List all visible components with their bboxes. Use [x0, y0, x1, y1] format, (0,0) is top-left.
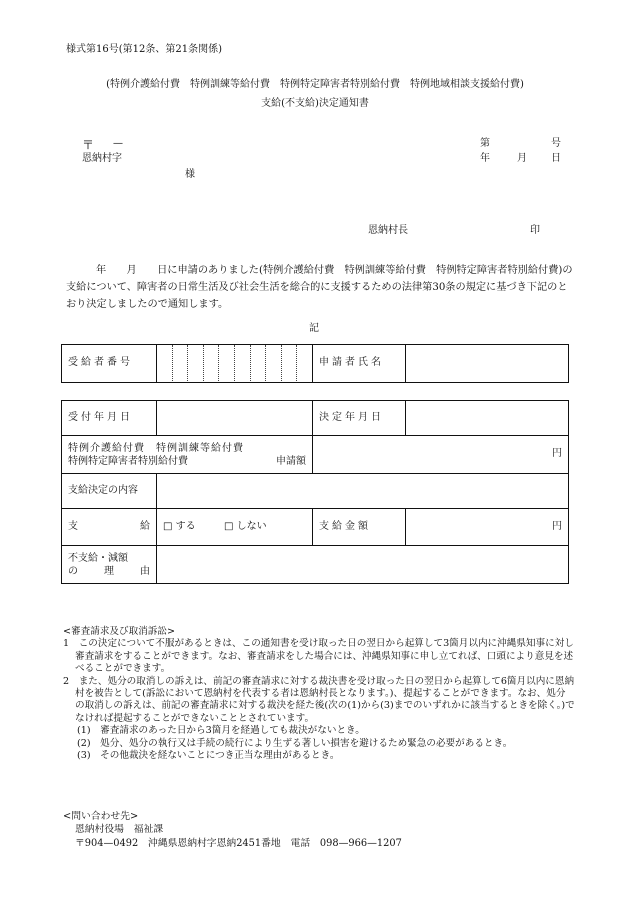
- payment-amount-field[interactable]: [406, 509, 569, 546]
- option-no-checkbox[interactable]: □ しない: [224, 520, 267, 532]
- seal-mark: 印: [530, 225, 540, 236]
- decision-content-label: 支給決定の内容: [62, 474, 157, 509]
- ki-marker: 記: [309, 323, 319, 334]
- recipient-number-label: 受給者番号: [62, 345, 157, 383]
- apply-amount-field[interactable]: [313, 436, 569, 474]
- recipient-number-digit-cell[interactable]: [188, 345, 204, 381]
- decision-table: [61, 400, 569, 584]
- applicant-name-field[interactable]: [406, 345, 569, 383]
- date-day: 日: [551, 153, 561, 164]
- notes-item-1: 1 この決定について不服があるときは、この通知書を受け取った日の翌日から起算して3箇月以内に沖縄県知事に対し審査請求をすることができます。なお、審査請求をした場合には、沖縄県知事に申し立てれば、口頭により意見を述べることができます。: [63, 638, 574, 675]
- reason-label-line2a: の: [68, 565, 78, 577]
- date-month: 月: [517, 153, 527, 164]
- form-number: 様式第16号(第12条、第21条関係): [66, 44, 222, 55]
- date-year: 年: [480, 153, 490, 164]
- reason-label-line1: 不支給・減額: [68, 552, 128, 564]
- recipient-number-cells[interactable]: [157, 345, 313, 383]
- postal-dash: —: [113, 138, 123, 149]
- recipient-number-digit-cell[interactable]: [266, 345, 282, 381]
- appeal-notes: [63, 626, 575, 762]
- apply-amount-label-line1: 特例介護給付費 特例訓練等給付費: [68, 442, 244, 454]
- recipient-number-digit-cell[interactable]: [173, 345, 189, 381]
- recipient-number-digit-cell[interactable]: [282, 345, 298, 381]
- recipient-address: 恩納村字: [82, 153, 122, 164]
- received-date-field[interactable]: [157, 401, 313, 436]
- yen-unit: 円: [552, 448, 562, 460]
- recipient-number-digit-cell[interactable]: [251, 345, 267, 381]
- received-date-label: 受付年月日: [62, 401, 157, 436]
- recipient-number-digit-cell[interactable]: [204, 345, 220, 381]
- payment-label-b: 給: [140, 520, 150, 532]
- recipient-number-digit-cell[interactable]: [157, 345, 173, 381]
- notice-body: 年 月 日に申請のありました(特例介護給付費 特例訓練等給付費 特例特定障害者特別給付費)の支給について、障害者の日常生活及び社会生活を総合的に支援するための法律第30条の規定に基づき下記のとおり決定しましたので通知します。: [66, 265, 573, 310]
- apply-amount-label-line2b: 申請額: [276, 455, 306, 467]
- contact-block: [63, 810, 402, 850]
- notes-sub-1: (1) 審査請求のあった日から3箇月を経過しても裁決がないとき。: [77, 725, 365, 737]
- apply-amount-label-line2a: 特例特定障害者特別給付費: [68, 455, 188, 467]
- notes-item-2: 2 また、処分の取消しの訴えは、前記の審査請求に対する裁決書を受け取った日の翌日から起算して6箇月以内に恩納村を被告として(訴訟において恩納村を代表する者は恩納村長となります。)、提起することができます。なお、処分の取消しの訴えは、前記の審査請求に対する裁決を経た後(次の(1)から(3)までのいずれかに該当するときを除く。)でなければ提起することができないこととされています。: [63, 675, 575, 724]
- applicant-name-label: 申請者氏名: [313, 345, 406, 383]
- doc-number-prefix: 第: [480, 138, 490, 149]
- apply-amount-label: [62, 436, 313, 474]
- reason-field[interactable]: [157, 546, 569, 584]
- contact-address: 〒904—0492 沖縄県恩納村字恩納2451番地 電話 098—966—1207: [75, 837, 402, 849]
- recipient-number-digit-cell[interactable]: [235, 345, 251, 381]
- benefits-heading: (特例介護給付費 特例訓練等給付費 特例特定障害者特別給付費 特例地域相談支援給付費): [106, 79, 524, 90]
- reason-label-line2c: 由: [140, 565, 150, 577]
- issuer-name: 恩納村長: [368, 225, 408, 236]
- notes-heading: <審査請求及び取消訴訟>: [63, 626, 176, 637]
- recipient-number-digit-cell[interactable]: [219, 345, 235, 381]
- decision-date-label: 決定年月日: [313, 401, 406, 436]
- decision-date-field[interactable]: [406, 401, 569, 436]
- reason-label-line2b: 理: [104, 565, 114, 577]
- reason-label: [62, 546, 157, 584]
- contact-office: 恩納村役場 福祉課: [75, 824, 164, 836]
- doc-number-suffix: 号: [551, 138, 561, 149]
- decision-content-field[interactable]: [157, 474, 569, 509]
- recipient-honorific: 様: [185, 169, 195, 180]
- yen-unit: 円: [552, 520, 562, 532]
- document-title: 支給(不支給)決定通知書: [261, 98, 369, 109]
- postal-mark: 〒: [82, 138, 95, 152]
- contact-heading: <問い合わせ先>: [63, 811, 139, 822]
- payment-label: [62, 509, 157, 546]
- payment-options: [157, 509, 313, 546]
- option-yes-checkbox[interactable]: □ する: [163, 520, 196, 532]
- payment-label-a: 支: [68, 520, 78, 532]
- recipient-table: [61, 344, 569, 383]
- payment-amount-label: 支給金額: [313, 509, 406, 546]
- notes-sub-3: (3) その他裁決を経ないことにつき正当な理由があるとき。: [77, 750, 340, 762]
- recipient-number-digit-cell[interactable]: [297, 345, 312, 381]
- notes-sub-2: (2) 処分、処分の執行又は手続の続行により生ずる著しい損害を避けるため緊急の必要があるとき。: [77, 737, 513, 749]
